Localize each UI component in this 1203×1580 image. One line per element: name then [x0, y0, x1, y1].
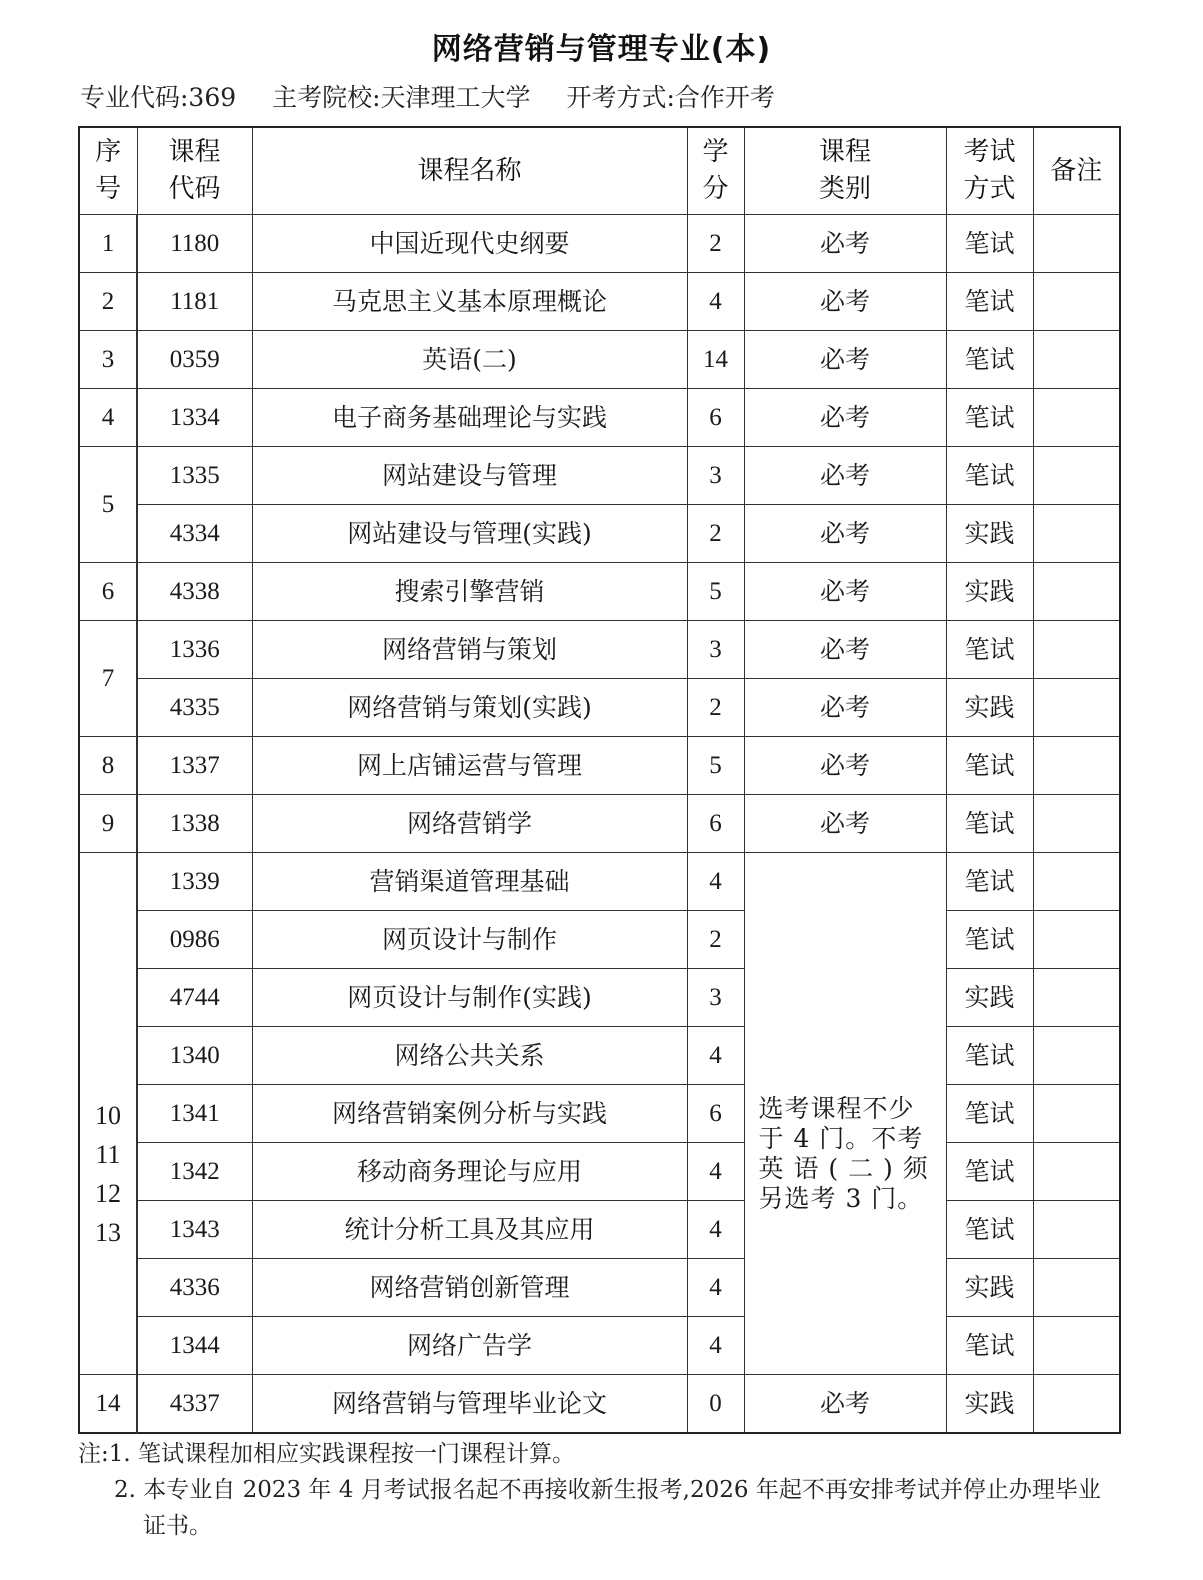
- header-exam-type: 考试 方式: [946, 127, 1033, 215]
- cell-code: 4338: [137, 563, 252, 621]
- cell-remarks: [1033, 331, 1120, 389]
- cell-seq-elective-group: 10 11 12 13: [79, 853, 137, 1375]
- cell-remarks: [1033, 737, 1120, 795]
- cell-seq: 3: [79, 331, 137, 389]
- table-row: [79, 1085, 1120, 1143]
- cell-credits: 6: [687, 389, 744, 447]
- cell-seq: 5: [79, 447, 137, 563]
- table-row: [79, 795, 1120, 853]
- cell-code: 1344: [137, 1317, 252, 1375]
- cell-credits: 2: [687, 911, 744, 969]
- cell-exam-type: 笔试: [946, 447, 1033, 505]
- cell-code: 1336: [137, 621, 252, 679]
- cell-code: 1337: [137, 737, 252, 795]
- cell-remarks: [1033, 1317, 1120, 1375]
- header-seq: 序 号: [79, 127, 137, 215]
- cell-credits: 3: [687, 621, 744, 679]
- cell-exam-type: 实践: [946, 679, 1033, 737]
- cell-remarks: [1033, 679, 1120, 737]
- cell-code: 1181: [137, 273, 252, 331]
- table-row: [79, 853, 1120, 911]
- cell-credits: 14: [687, 331, 744, 389]
- cell-remarks: [1033, 969, 1120, 1027]
- table-row: [79, 679, 1120, 737]
- cell-credits: 0: [687, 1375, 744, 1434]
- header-credits: 学 分: [687, 127, 744, 215]
- cell-credits: 4: [687, 1201, 744, 1259]
- cell-name: 网页设计与制作(实践): [252, 969, 687, 1027]
- cell-name: 网络广告学: [252, 1317, 687, 1375]
- cell-credits: 5: [687, 563, 744, 621]
- cell-credits: 2: [687, 505, 744, 563]
- cell-code: 4337: [137, 1375, 252, 1434]
- cell-credits: 6: [687, 1085, 744, 1143]
- header-course-code: 课程 代码: [137, 127, 252, 215]
- header-course-name: 课程名称: [252, 127, 687, 215]
- cell-exam-type: 笔试: [946, 737, 1033, 795]
- table-row: [79, 331, 1120, 389]
- cell-code: 1343: [137, 1201, 252, 1259]
- cell-credits: 3: [687, 969, 744, 1027]
- table-row: [79, 1259, 1120, 1317]
- footnote-1: 注:1. 笔试课程加相应实践课程按一门课程计算。: [78, 1441, 576, 1467]
- table-row: [79, 969, 1120, 1027]
- table-row: [79, 273, 1120, 331]
- cell-name: 网络公共关系: [252, 1027, 687, 1085]
- cell-exam-type: 笔试: [946, 911, 1033, 969]
- cell-seq: 14: [79, 1375, 137, 1434]
- cell-name: 网上店铺运营与管理: [252, 737, 687, 795]
- cell-category: 必考: [744, 505, 946, 563]
- cell-exam-type: 笔试: [946, 1027, 1033, 1085]
- cell-name: 网站建设与管理(实践): [252, 505, 687, 563]
- cell-code: 4335: [137, 679, 252, 737]
- course-plan-table: [78, 126, 1121, 1434]
- cell-exam-type: 笔试: [946, 1085, 1033, 1143]
- cell-remarks: [1033, 1143, 1120, 1201]
- host-school: 主考院校:天津理工大学: [272, 83, 531, 112]
- cell-remarks: [1033, 563, 1120, 621]
- cell-code: 4334: [137, 505, 252, 563]
- cell-remarks: [1033, 1027, 1120, 1085]
- cell-name: 电子商务基础理论与实践: [252, 389, 687, 447]
- cell-exam-type: 实践: [946, 1259, 1033, 1317]
- cell-remarks: [1033, 447, 1120, 505]
- cell-remarks: [1033, 1201, 1120, 1259]
- cell-exam-type: 笔试: [946, 1143, 1033, 1201]
- cell-remarks: [1033, 273, 1120, 331]
- table-row: [79, 737, 1120, 795]
- major-meta: [80, 78, 803, 114]
- cell-exam-type: 笔试: [946, 853, 1033, 911]
- cell-exam-type: 笔试: [946, 331, 1033, 389]
- cell-exam-type: 笔试: [946, 621, 1033, 679]
- cell-credits: 2: [687, 679, 744, 737]
- table-row: [79, 447, 1120, 505]
- cell-code: 1341: [137, 1085, 252, 1143]
- cell-code: 1335: [137, 447, 252, 505]
- cell-remarks: [1033, 215, 1120, 273]
- cell-name: 英语(二): [252, 331, 687, 389]
- cell-remarks: [1033, 621, 1120, 679]
- cell-credits: 4: [687, 273, 744, 331]
- cell-category: 必考: [744, 331, 946, 389]
- cell-name: 网络营销与策划(实践): [252, 679, 687, 737]
- cell-category: 必考: [744, 215, 946, 273]
- major-code: 专业代码:369: [80, 83, 237, 112]
- cell-category: 必考: [744, 679, 946, 737]
- table-row: [79, 563, 1120, 621]
- cell-code: 1339: [137, 853, 252, 911]
- table-row: [79, 1317, 1120, 1375]
- page-title: 网络营销与管理专业(本): [431, 32, 772, 67]
- cell-category: 必考: [744, 447, 946, 505]
- cell-seq: 2: [79, 273, 137, 331]
- table-row: [79, 215, 1120, 273]
- table-row: [79, 1027, 1120, 1085]
- table-row: [79, 505, 1120, 563]
- cell-exam-type: 笔试: [946, 795, 1033, 853]
- cell-exam-type: 实践: [946, 1375, 1033, 1434]
- cell-remarks: [1033, 1259, 1120, 1317]
- cell-credits: 4: [687, 853, 744, 911]
- cell-remarks: [1033, 911, 1120, 969]
- cell-category: 必考: [744, 737, 946, 795]
- cell-credits: 4: [687, 1143, 744, 1201]
- header-category: 课程 类别: [744, 127, 946, 215]
- cell-code: 1340: [137, 1027, 252, 1085]
- cell-remarks: [1033, 505, 1120, 563]
- cell-name: 统计分析工具及其应用: [252, 1201, 687, 1259]
- table-row: [79, 911, 1120, 969]
- cell-exam-type: 笔试: [946, 1317, 1033, 1375]
- cell-seq: 6: [79, 563, 137, 621]
- cell-remarks: [1033, 795, 1120, 853]
- cell-credits: 4: [687, 1317, 744, 1375]
- footnote-2: 2. 本专业自 2023 年 4 月考试报名起不再接收新生报考,2026 年起不再安排考试并停止办理毕业 证书。: [114, 1477, 1101, 1539]
- footnotes: [78, 1436, 1158, 1544]
- cell-code: 1180: [137, 215, 252, 273]
- cell-credits: 5: [687, 737, 744, 795]
- cell-category: 必考: [744, 1375, 946, 1434]
- cell-exam-type: 实践: [946, 505, 1033, 563]
- cell-remarks: [1033, 1375, 1120, 1434]
- cell-exam-type: 笔试: [946, 215, 1033, 273]
- cell-code: 0986: [137, 911, 252, 969]
- cell-seq: 9: [79, 795, 137, 853]
- cell-name: 网络营销案例分析与实践: [252, 1085, 687, 1143]
- cell-category: 必考: [744, 273, 946, 331]
- cell-code: 4744: [137, 969, 252, 1027]
- cell-name: 网络营销创新管理: [252, 1259, 687, 1317]
- cell-credits: 2: [687, 215, 744, 273]
- table-row: [79, 389, 1120, 447]
- cell-seq: 8: [79, 737, 137, 795]
- cell-seq: 7: [79, 621, 137, 737]
- cell-seq: 4: [79, 389, 137, 447]
- cell-category: 必考: [744, 389, 946, 447]
- table-row: [79, 621, 1120, 679]
- exam-mode: 开考方式:合作开考: [566, 83, 775, 112]
- cell-name: 网络营销与管理毕业论文: [252, 1375, 687, 1434]
- cell-code: 1342: [137, 1143, 252, 1201]
- cell-credits: 4: [687, 1259, 744, 1317]
- cell-name: 网络营销学: [252, 795, 687, 853]
- cell-credits: 3: [687, 447, 744, 505]
- table-header-row: [79, 127, 1120, 215]
- cell-code: 4336: [137, 1259, 252, 1317]
- cell-exam-type: 实践: [946, 563, 1033, 621]
- cell-exam-type: 笔试: [946, 1201, 1033, 1259]
- cell-name: 中国近现代史纲要: [252, 215, 687, 273]
- cell-remarks: [1033, 1085, 1120, 1143]
- table-row: [79, 1201, 1120, 1259]
- cell-exam-type: 实践: [946, 969, 1033, 1027]
- header-remarks: 备注: [1033, 127, 1120, 215]
- cell-category: 必考: [744, 621, 946, 679]
- cell-exam-type: 笔试: [946, 273, 1033, 331]
- cell-code: 0359: [137, 331, 252, 389]
- cell-exam-type: 笔试: [946, 389, 1033, 447]
- cell-remarks: [1033, 389, 1120, 447]
- cell-name: 网站建设与管理: [252, 447, 687, 505]
- cell-name: 搜索引擎营销: [252, 563, 687, 621]
- cell-credits: 4: [687, 1027, 744, 1085]
- elective-note: 选考课程不少 于 4 门。不考 英 语 ( 二 ) 须 另选考 3 门。: [744, 853, 946, 1375]
- cell-category: 必考: [744, 795, 946, 853]
- cell-name: 营销渠道管理基础: [252, 853, 687, 911]
- table-row: [79, 1143, 1120, 1201]
- cell-name: 马克思主义基本原理概论: [252, 273, 687, 331]
- cell-remarks: [1033, 853, 1120, 911]
- cell-code: 1338: [137, 795, 252, 853]
- cell-credits: 6: [687, 795, 744, 853]
- table-row: [79, 1375, 1120, 1434]
- cell-name: 网页设计与制作: [252, 911, 687, 969]
- cell-seq: 1: [79, 215, 137, 273]
- cell-name: 网络营销与策划: [252, 621, 687, 679]
- cell-name: 移动商务理论与应用: [252, 1143, 687, 1201]
- cell-category: 必考: [744, 563, 946, 621]
- cell-code: 1334: [137, 389, 252, 447]
